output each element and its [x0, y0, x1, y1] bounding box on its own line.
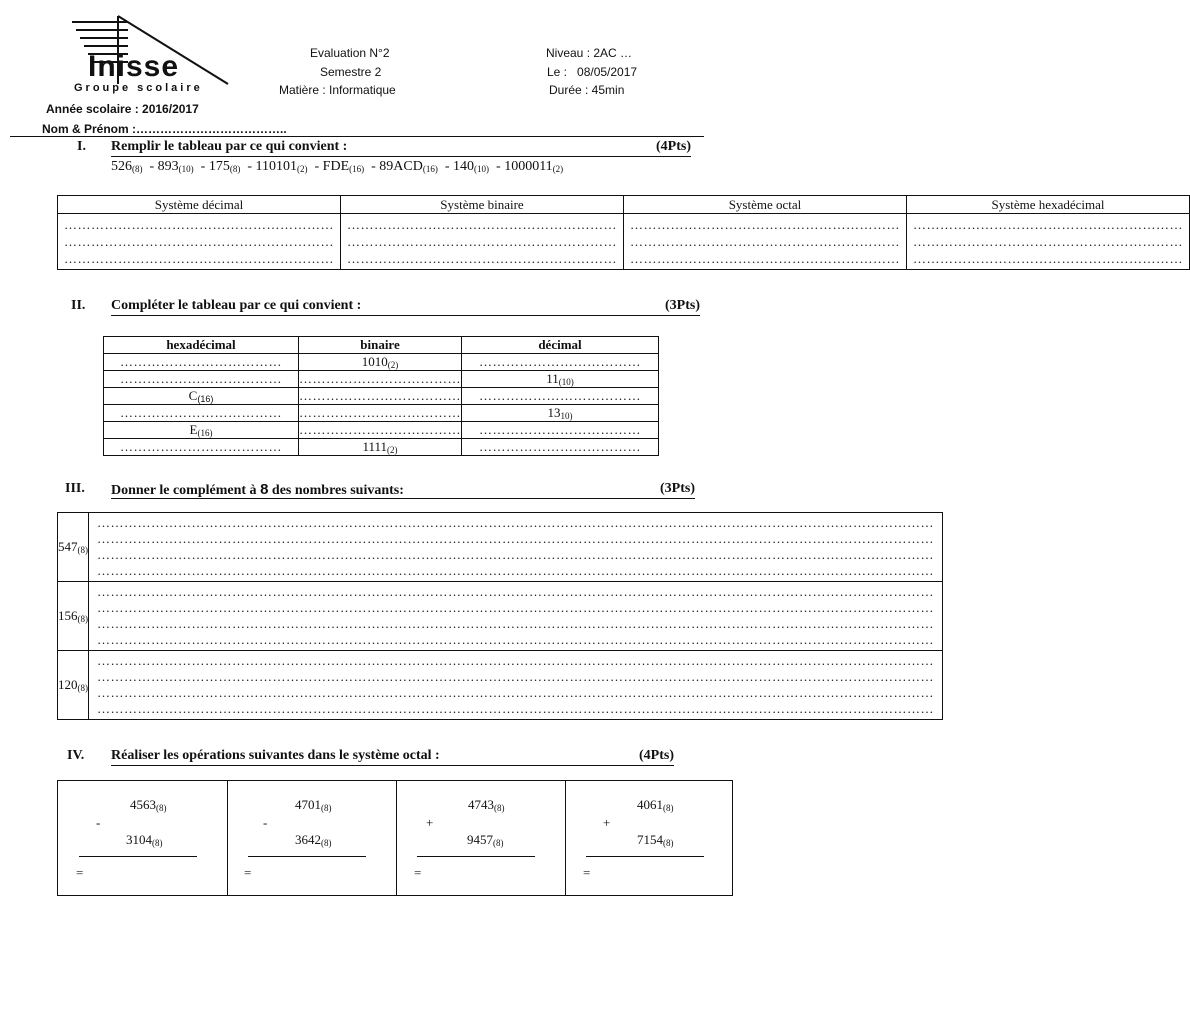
operand-a: $4743_{(8)}$ [468, 797, 505, 813]
number-cell: $120_{(8)}$ [58, 651, 89, 720]
answer-cell[interactable]: …………………………………………………… …………………………………………………… …………………………………………………… [341, 214, 624, 270]
header-octal: Système octal [624, 196, 907, 214]
result-line [586, 856, 704, 857]
answer-cell[interactable]: ……………………………… [462, 422, 659, 439]
equals-sign: = [583, 865, 591, 880]
operator: - [263, 815, 268, 830]
equals-sign: = [76, 865, 84, 880]
section2-number: II. [71, 298, 86, 313]
answer-cell[interactable]: …………………………………………………… …………………………………………………… …………………………………………………… [624, 214, 907, 270]
number-item: $526_{(8)}$ [111, 159, 143, 174]
answer-cell[interactable]: …………………………………………………………………………………………………………………………………………………………………… …………………………………………………………………………………………………………………………………………………………………… …………………………………………………………………………………………………………………………………………………………………… …………………………………………………………………………………………………………………………………………………………………… [89, 651, 943, 720]
number-item: $1000011_{(2)}$ [504, 159, 564, 174]
section2-title-line [111, 298, 700, 316]
header-hexadecimal: hexadécimal [104, 337, 299, 354]
section3-points: (3Pts) [660, 481, 695, 496]
number-item: $140_{(10)}$ [453, 159, 490, 174]
header-decimal: Système décimal [58, 196, 341, 214]
answer-cell[interactable]: ……………………………… [462, 388, 659, 405]
semester: Semestre 2 [320, 65, 382, 79]
value-cell: $C_{(16)}$ [104, 388, 299, 405]
section4-points: (4Pts) [639, 748, 674, 763]
value-cell: $13_{10)}$ [462, 405, 659, 422]
operator: + [426, 815, 434, 830]
header-divider [10, 136, 704, 137]
eval-title: Evaluation N°2 [310, 46, 390, 60]
school-year: Année scolaire : 2016/2017 [46, 102, 199, 116]
section2-points: (3Pts) [665, 298, 700, 313]
value-cell: $11_{(10)}$ [462, 371, 659, 388]
header-hexadecimal: Système hexadécimal [907, 196, 1190, 214]
duration: Durée : 45min [549, 83, 625, 97]
section4-title: Réaliser les opérations suivantes dans le système octal : [111, 748, 440, 763]
answer-cell[interactable]: ……………………………… [104, 405, 299, 422]
operand-a: $4563_{(8)}$ [130, 797, 167, 813]
section2-table [103, 336, 659, 456]
operations-box [57, 780, 733, 896]
number-item: $893_{(10)}$ [157, 159, 194, 174]
level: Niveau : 2AC … [546, 46, 633, 60]
operator: + [603, 815, 611, 830]
section1-points: (4Pts) [656, 139, 691, 154]
operand-b: $7154_{(8)}$ [637, 832, 674, 848]
operand-b: $3642_{(8)}$ [295, 832, 332, 848]
number-item: $FDE_{(16)}$ [322, 159, 365, 174]
section4-title-line [111, 748, 674, 766]
equals-sign: = [414, 865, 422, 880]
answer-cell[interactable]: …………………………………………………………………………………………………………………………………………………………………… …………………………………………………………………………………………………………………………………………………………………… …………………………………………………………………………………………………………………………………………………………………… …………………………………………………………………………………………………………………………………………………………………… [89, 582, 943, 651]
section3-title-pre: Donner le complément à [111, 483, 261, 498]
section4-number: IV. [67, 748, 85, 763]
header-decimal: décimal [462, 337, 659, 354]
answer-cell[interactable]: ……………………………… [104, 354, 299, 371]
section2-title: Compléter le tableau par ce qui convient : [111, 298, 362, 313]
answer-cell[interactable]: …………………………………………………… …………………………………………………… …………………………………………………… [58, 214, 341, 270]
section3-title-post: des nombres suivants: [268, 483, 404, 498]
result-line [248, 856, 366, 857]
answer-cell[interactable]: ……………………………… [299, 405, 461, 420]
value-cell: $1111_{(2)}$ [299, 439, 462, 456]
operation-cell[interactable] [396, 781, 566, 895]
section1-title: Remplir le tableau par ce qui convient : [111, 139, 348, 154]
operand-a: $4701_{(8)}$ [295, 797, 332, 813]
section1-table [57, 195, 1190, 270]
operand-b: $3104_{(8)}$ [126, 832, 163, 848]
section1-title-line [111, 139, 691, 157]
operator: - [96, 815, 101, 830]
value-cell: $1010_{(2)}$ [299, 354, 462, 371]
section1-number: I. [77, 139, 86, 154]
section3-title-num: 8 [260, 481, 269, 498]
header-binary: binaire [299, 337, 462, 354]
answer-cell[interactable]: ……………………………… [462, 354, 659, 371]
name-field[interactable]: Nom & Prénom :……………………………….. [42, 122, 287, 136]
result-line [79, 856, 197, 857]
section3-title-line [111, 481, 695, 499]
equals-sign: = [244, 865, 252, 880]
operation-cell[interactable] [58, 781, 228, 895]
operation-cell[interactable] [227, 781, 397, 895]
number-cell: $156_{(8)}$ [58, 582, 89, 651]
answer-cell[interactable]: …………………………………………………… …………………………………………………… …………………………………………………… [907, 214, 1190, 270]
subject: Matière : Informatique [279, 83, 396, 97]
value-cell: $E_{(16)}$ [104, 422, 299, 439]
answer-cell[interactable]: ……………………………… [299, 371, 461, 386]
answer-cell[interactable]: ……………………………… [104, 439, 299, 456]
operation-cell[interactable] [565, 781, 732, 895]
number-item: $89ACD_{(16)}$ [379, 159, 438, 174]
answer-cell[interactable]: ……………………………… [104, 371, 299, 388]
number-item: $110101_{(2)}$ [255, 159, 308, 174]
operand-a: $4061_{(8)}$ [637, 797, 674, 813]
result-line [417, 856, 535, 857]
answer-cell[interactable]: ……………………………… [299, 422, 461, 437]
school-logo [68, 14, 238, 96]
logo-subtitle: Groupe scolaire [74, 82, 203, 94]
answer-cell[interactable]: …………………………………………………………………………………………………………………………………………………………………… …………………………………………………………………………………………………………………………………………………………………… …………………………………………………………………………………………………………………………………………………………………… …………………………………………………………………………………………………………………………………………………………………… [89, 513, 943, 582]
operand-b: $9457_{(8)}$ [467, 832, 504, 848]
section1-numbers: $526_{(8)} - 893_{(10)} - 175_{(8)} - 110101_{(2)} - FDE_{(16)} - 89ACD_{(16)} - 140_{(10)} - 1000011_{(2)}$ [111, 159, 564, 174]
number-item: $175_{(8)}$ [208, 159, 241, 174]
answer-cell[interactable]: ……………………………… [299, 388, 461, 403]
section3-number: III. [65, 481, 85, 496]
logo-name: Inisse [88, 50, 180, 83]
exam-date: Le : 08/05/2017 [547, 65, 638, 79]
answer-cell[interactable]: ……………………………… [462, 439, 659, 456]
header-binary: Système binaire [341, 196, 624, 214]
number-cell: $547_{(8)}$ [58, 513, 89, 582]
section3-table [57, 512, 943, 720]
